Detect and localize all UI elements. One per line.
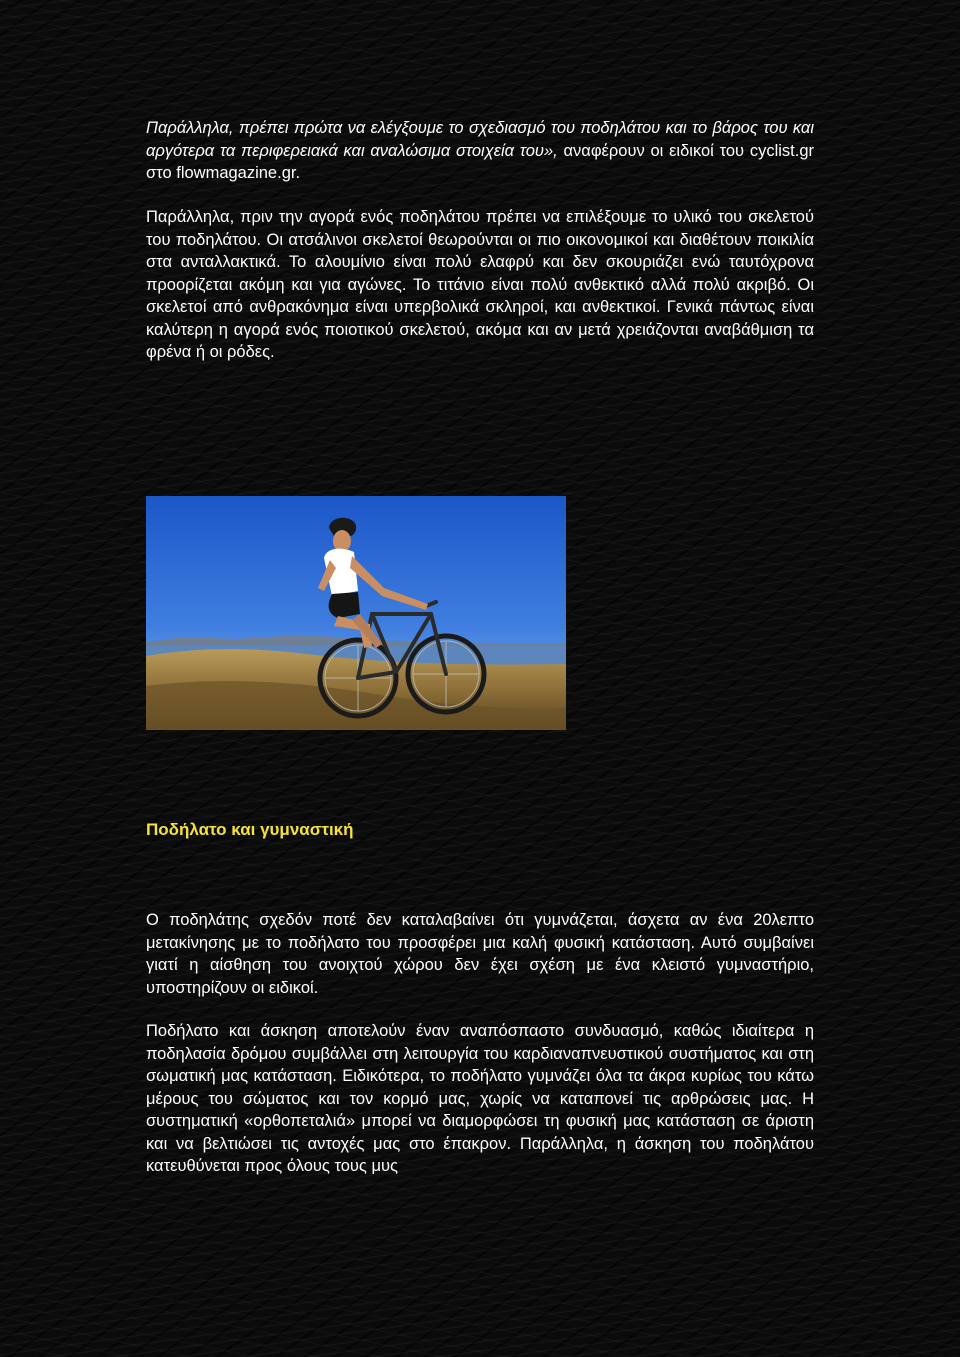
- quote-italic-text: Παράλληλα, πρέπει πρώτα να ελέγξουμε το σχεδιασμό του ποδηλάτου και το βάρος του και αργότερα τα περιφερειακά και αναλώσιμα στοιχεία του»,: [146, 119, 814, 160]
- quote-source-text: αναφέρουν οι ειδικοί του cyclist.gr στο flowmagazine.gr.: [146, 141, 814, 182]
- paragraph-exercise-benefits: Ποδήλατο και άσκηση αποτελούν έναν αναπόσπαστο συνδυασμό, καθώς ιδιαίτερα η ποδηλασία δρόμου συμβάλλει στη λειτουργία του καρδιαναπνευστικού συστήματος και στη σωματική μας κατάσταση. Ειδικότερα, το ποδήλατο γυμνάζει όλα τα άκρα κυρίως του κάτω μέρους του σώματος και τον κορμό μας, χωρίς να καταπονεί τις αρθρώσεις μας. Η συστηματική «ορθοπεταλιά» μπορεί να διαμορφώσει τη φυσική μας κατάσταση σε άριστη και να βελτιώσει τις αντοχές μας στο έπακρον. Παράλληλα, η άσκηση του ποδηλάτου κατευθύνεται προς όλους τους μυς: [146, 1022, 814, 1175]
- cyclist-photo: [146, 496, 566, 730]
- paragraph-intro-quote: [146, 117, 814, 185]
- paragraph-exercise-intro: Ο ποδηλάτης σχεδόν ποτέ δεν καταλαβαίνει ότι γυμνάζεται, άσχετα αν ένα 20λεπτο μετακίνησης με το ποδήλατο του προσφέρει μια καλή φυσική κατάσταση. Αυτό συμβαίνει γιατί η αίσθηση του ανοιχτού χώρου δεν έχει σχέση με ένα κλειστό γυμναστήριο, υποστηρίζουν οι ειδικοί.: [146, 911, 814, 997]
- section-heading: Ποδήλατο και γυμναστική: [146, 820, 354, 839]
- paragraph-frame-materials: Παράλληλα, πριν την αγορά ενός ποδηλάτου πρέπει να επιλέξουμε το υλικό του σκελετού του ποδηλάτου. Οι ατσάλινοι σκελετοί θεωρούνται οι πιο οικονομικοί και διαθέτουν ποικιλία στα ανταλλακτικά. Το αλουμίνιο είναι πολύ ελαφρύ και δεν σκουριάζει ενώ ταυτόχρονα προορίζεται ακόμη και για αγώνες. Το τιτάνιο είναι πολύ ανθεκτικό αλλά πολύ ακριβό. Οι σκελετοί από ανθρακόνημα είναι υπερβολικά σκληροί, και ανθεκτικοί. Γενικά πάντως είναι καλύτερη η αγορά ενός ποιοτικού σκελετού, ακόμα και αν μετά χρειάζονται αναβάθμιση τα φρένα ή οι ρόδες.: [146, 208, 814, 361]
